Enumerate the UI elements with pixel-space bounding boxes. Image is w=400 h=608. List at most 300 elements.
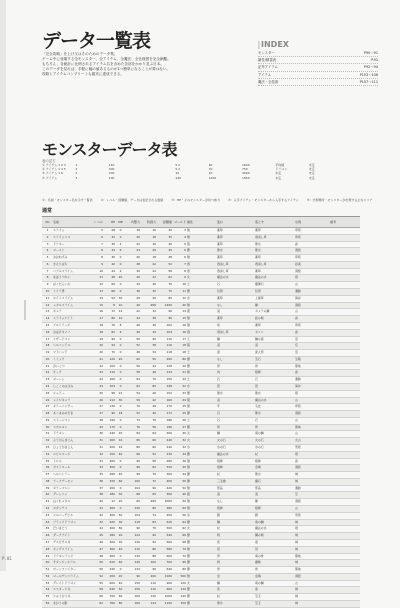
table-cell: 森 — [295, 329, 298, 334]
index-row — [258, 57, 378, 64]
table-cell: 48 — [136, 350, 140, 355]
legend-cell: 3 — [75, 175, 78, 180]
table-cell: 48 — [45, 546, 50, 551]
table-cell: 104 — [166, 329, 172, 334]
table-cell: 24 — [136, 248, 140, 253]
table-cell: 40 — [136, 329, 140, 334]
table-cell: スカルゴン — [53, 424, 68, 429]
table-row — [42, 431, 360, 438]
table-row — [42, 248, 360, 255]
table-cell: 闇 — [187, 519, 190, 524]
table-cell: 無 — [187, 458, 190, 463]
table-cell: 90 — [136, 573, 140, 578]
table-section-label: 通常 — [42, 208, 53, 214]
index-label: 属性/精霊表 — [258, 58, 277, 63]
table-cell: 墓地 — [295, 424, 301, 429]
table-cell: 16 — [152, 241, 156, 246]
table-cell: 闇 — [187, 600, 190, 605]
legend-cell: 未定 — [308, 171, 315, 176]
table-cell — [329, 472, 360, 478]
table-cell: 29 — [45, 417, 50, 422]
table-cell: 10 — [182, 282, 186, 287]
table-cell — [329, 248, 360, 254]
table-cell: 城 — [295, 472, 298, 477]
table-cell: 0 — [119, 261, 122, 266]
table-cell: 0 — [119, 370, 122, 375]
table-cell: 116 — [166, 343, 172, 348]
table-cell: 0 — [119, 465, 122, 470]
table-cell: 遺跡 — [295, 289, 301, 294]
table-cell: 50 — [45, 560, 50, 565]
table-cell: 0 — [119, 567, 122, 572]
table-cell: 竜の鱗 — [255, 431, 264, 436]
table-cell: 12 — [111, 499, 115, 504]
table-cell: 1 — [46, 228, 49, 232]
table-cell: 薬草 — [217, 255, 223, 260]
table-cell: 棍棒 — [217, 506, 223, 511]
table-cell: 石 — [217, 282, 220, 287]
table-cell: 棍棒 — [217, 458, 223, 463]
table-cell: 72 — [152, 478, 156, 483]
table-cell: 16 — [45, 329, 50, 334]
legend-cell: 10 — [208, 171, 213, 176]
table-cell: 城 — [295, 546, 298, 551]
table-cell: 62 — [168, 275, 172, 280]
legend-cell: ③ アイテム 1 6 — [42, 171, 63, 176]
table-cell — [329, 479, 360, 485]
table-row — [42, 601, 360, 608]
table-cell: 34 — [152, 329, 156, 334]
table-cell: 30 — [118, 539, 123, 544]
table-row — [42, 316, 360, 323]
table-row — [42, 323, 360, 330]
table-cell: 30 — [118, 397, 123, 402]
table-cell: 960 — [166, 587, 172, 592]
table-cell: 草原 — [295, 404, 301, 409]
index-page: P92〜94 — [363, 65, 378, 70]
table-cell: 62 — [152, 465, 156, 470]
table-cell: トロル — [53, 458, 62, 463]
table-cell: 50 — [99, 567, 103, 572]
monster-table — [42, 216, 360, 608]
table-cell: ストーンマン — [53, 417, 71, 422]
table-cell: デスピサロ兵 — [53, 539, 71, 544]
table-cell: 10 — [45, 289, 50, 294]
table-cell: 40 — [111, 261, 115, 266]
table-cell: 80 — [182, 356, 186, 361]
table-cell: 冠 — [217, 546, 220, 551]
table-cell: 45 — [99, 533, 103, 538]
table-cell — [329, 391, 360, 397]
table-row — [42, 574, 360, 581]
table-cell: ブラックドラゴン — [53, 519, 77, 524]
table-cell: 50 — [136, 336, 140, 341]
table-cell: 10 — [118, 302, 123, 307]
table-cell: 鱗の盾 — [255, 336, 264, 341]
table-cell: 薬草 — [255, 255, 261, 260]
table-cell: 魔法の水 — [217, 275, 229, 280]
table-cell: 60 — [136, 356, 140, 361]
table-cell: 風 — [187, 492, 190, 497]
table-cell — [329, 574, 360, 580]
table-cell: 杖 — [217, 594, 220, 599]
table-cell: 塔 — [295, 451, 298, 456]
table-cell: 84 — [136, 431, 140, 436]
table-cell: 116 — [150, 587, 156, 592]
table-cell: 20 — [136, 234, 140, 239]
table-cell: 14 — [45, 316, 50, 321]
table-cell: 城 — [295, 587, 298, 592]
table-cell: 魔法の水 — [255, 526, 267, 531]
table-cell: 35 — [45, 458, 50, 463]
table-cell: 84 — [152, 519, 156, 524]
table-cell: 32 — [45, 438, 50, 443]
table-cell: 8 — [101, 248, 103, 253]
table-cell: 9 — [184, 275, 186, 280]
table-cell: 40 — [152, 336, 156, 341]
table-cell: 風 — [187, 397, 190, 402]
table-cell: 盾 — [255, 587, 258, 592]
table-cell: 鱗 — [217, 431, 220, 436]
table-cell: 28 — [111, 228, 115, 232]
table-cell: 無 — [187, 322, 190, 327]
table-cell: 134 — [134, 567, 140, 572]
table-row — [42, 445, 360, 452]
table-cell: 2 — [46, 234, 49, 239]
table-cell: 山 — [295, 417, 298, 422]
table-cell: 0 — [119, 234, 122, 239]
table-cell: 24 — [118, 390, 123, 395]
table-cell: 種 — [255, 499, 258, 504]
table-cell: 羽 — [255, 492, 258, 497]
table-cell: 40 — [182, 431, 186, 436]
table-cell: 竜の鱗 — [255, 580, 264, 585]
table-cell: 700 — [109, 594, 115, 599]
table-cell: 0 — [119, 350, 122, 355]
table-header-cell: 攻撃力 — [130, 220, 140, 224]
table-cell: さそりばち — [53, 261, 68, 266]
table-cell: 20 — [118, 573, 123, 578]
table-cell: 無 — [187, 255, 190, 260]
table-cell: 62 — [136, 383, 140, 388]
table-cell: 10 — [99, 268, 103, 273]
table-cell: 22 — [182, 377, 186, 382]
legend-cell: 140 — [108, 163, 115, 167]
legend-note: ①：名前・モンスター名を示す一覧表 — [42, 198, 93, 202]
table-cell — [329, 384, 360, 390]
table-cell: 14 — [182, 309, 186, 314]
table-cell: 種 — [255, 302, 258, 307]
table-cell: 40 — [152, 390, 156, 395]
table-cell: 19 — [45, 350, 50, 355]
table-row — [42, 513, 360, 520]
table-cell: サタンジェネラル — [53, 560, 76, 565]
table-cell: シャドー — [53, 390, 65, 395]
table-cell: 30 — [45, 424, 50, 429]
table-row — [42, 269, 360, 276]
legend-cell: 未定 — [308, 163, 315, 167]
table-cell: 闇 — [187, 567, 190, 572]
table-cell: 64 — [136, 377, 140, 382]
table-cell: 44 — [111, 268, 115, 273]
table-cell: 城 — [295, 533, 298, 538]
table-header-cell: 盗む — [217, 220, 224, 224]
table-cell: 18 — [182, 350, 186, 355]
table-cell: 氷 — [187, 512, 190, 517]
table-row — [42, 337, 360, 344]
index-box — [258, 40, 378, 86]
table-cell: 320 — [166, 465, 172, 470]
table-cell: 森 — [295, 241, 298, 246]
table-cell: 宝箱 — [295, 356, 301, 361]
table-cell: 16 — [118, 445, 123, 449]
table-cell: 闇 — [187, 533, 190, 538]
table-cell: 草原 — [295, 322, 301, 327]
table-cell: 氷の石 — [217, 445, 226, 449]
table-cell: 166 — [134, 600, 140, 605]
table-cell: 空 — [295, 492, 298, 497]
legend-note: ⑤：出現場所・モンスターが出現する主なエリア — [306, 198, 373, 202]
table-cell: 毛皮 — [255, 404, 261, 409]
section-title: モンスターデータ表 — [42, 140, 177, 159]
table-cell: 20 — [118, 431, 123, 436]
table-cell — [329, 587, 360, 593]
table-cell: 104 — [134, 512, 140, 517]
legend-grid — [42, 163, 342, 180]
table-cell: 24 — [99, 383, 103, 388]
table-cell: あくまのめだま — [53, 411, 74, 416]
table-cell: 20 — [45, 356, 50, 361]
table-cell: 金塊 — [255, 465, 261, 470]
legend-cell: 5 2 — [175, 163, 181, 167]
table-cell: 36 — [99, 478, 103, 483]
table-cell: 8 — [119, 322, 122, 327]
table-cell: 40 — [182, 492, 186, 497]
table-cell — [329, 560, 360, 566]
table-cell: 500 — [180, 573, 186, 578]
table-cell: 0 — [119, 228, 122, 232]
table-row — [42, 391, 360, 398]
table-cell: 骨 — [217, 553, 220, 558]
table-cell: 90 — [152, 485, 156, 490]
table-cell: 34 — [99, 465, 103, 470]
table-cell — [329, 438, 360, 444]
table-cell: 薬草 — [217, 241, 223, 246]
table-cell: 74 — [152, 512, 156, 517]
legend-cell: 未定 — [308, 167, 315, 172]
table-cell: 34 — [182, 451, 186, 456]
table-cell: 80 — [168, 295, 172, 300]
table-cell: 540 — [166, 533, 172, 538]
table-cell: 90 — [136, 526, 140, 531]
table-cell: 82 — [111, 329, 115, 334]
legend-cell: 100 — [108, 175, 115, 180]
table-cell: 52 — [136, 411, 140, 416]
table-cell: 36 — [45, 465, 50, 470]
legend-cell: 2 — [75, 167, 78, 172]
table-cell: 118 — [166, 350, 172, 355]
table-cell: りゅうおう兵 — [53, 594, 71, 599]
table-cell: 26 — [152, 295, 156, 300]
table-cell: 96 — [152, 567, 156, 572]
table-cell: 24 — [182, 397, 186, 402]
table-cell: 53 — [45, 580, 50, 585]
table-cell: ヘルコンドル — [53, 343, 71, 348]
table-cell: 聖水 — [255, 241, 261, 246]
table-cell: 毒 — [187, 268, 190, 273]
table-cell: 480 — [166, 506, 172, 511]
table-cell: 52 — [99, 573, 103, 578]
table-cell: 47 — [45, 539, 50, 544]
table-cell: 火 — [187, 526, 190, 531]
table-cell: だいまどう — [53, 526, 68, 531]
table-row — [42, 533, 360, 540]
table-cell: 45 — [168, 248, 172, 253]
table-cell: 闇 — [187, 411, 190, 416]
table-cell: 1100 — [164, 600, 172, 605]
index-row — [258, 79, 378, 86]
table-cell: 雪原 — [295, 445, 301, 449]
table-cell — [329, 242, 360, 248]
table-cell: 17 — [182, 336, 186, 341]
table-cell: 100 — [109, 363, 115, 368]
table-cell: 闇 — [187, 363, 190, 368]
table-cell: 70 — [182, 546, 186, 551]
table-cell: 墓地 — [295, 553, 301, 558]
table-cell: 100 — [134, 478, 140, 483]
table-row — [42, 459, 360, 466]
table-cell: 260 — [109, 485, 115, 490]
table-cell: 5 — [101, 228, 103, 232]
table-cell: 46 — [136, 322, 140, 327]
table-cell: 44 — [182, 472, 186, 477]
legend-cell: 300 — [108, 167, 115, 172]
table-cell: 無 — [187, 465, 190, 470]
table-cell: 6 — [119, 329, 122, 334]
table-cell: 20 — [152, 248, 156, 253]
table-cell: おばけキノコ — [53, 329, 71, 334]
table-cell: 130 — [134, 553, 140, 558]
table-cell: 160 — [109, 377, 115, 382]
table-cell: 999 — [150, 302, 156, 307]
index-label: 魔法・全技術 — [258, 79, 279, 84]
table-cell: まほうつかい — [53, 275, 71, 280]
table-row — [42, 452, 360, 459]
table-cell: 26 — [99, 397, 103, 402]
table-cell: 草原 — [295, 234, 301, 239]
table-cell: 火 — [187, 275, 190, 280]
table-cell: 260 — [166, 431, 172, 436]
table-cell: 18 — [99, 329, 103, 334]
table-cell: 36 — [152, 322, 156, 327]
table-cell — [329, 431, 360, 437]
table-cell: 22 — [182, 383, 186, 388]
table-cell: 80 — [152, 506, 156, 511]
table-cell: グレムリン — [53, 492, 68, 497]
table-cell: 闇 — [187, 248, 190, 253]
table-cell: 110 — [109, 370, 115, 375]
table-cell: 600 — [166, 553, 172, 558]
table-cell: 6 — [184, 248, 186, 253]
table-cell: 36 — [182, 458, 186, 463]
table-cell — [329, 343, 360, 349]
table-cell: 70 — [152, 526, 156, 531]
table-cell: 172 — [166, 411, 172, 416]
table-cell: 闇 — [187, 390, 190, 395]
table-cell: 50 — [182, 478, 186, 483]
table-cell: 60 — [118, 560, 123, 565]
table-cell: 無 — [187, 506, 190, 511]
table-cell: キラーマシン — [53, 485, 71, 490]
table-cell: 闇 — [187, 560, 190, 565]
table-cell: 羽 — [255, 343, 258, 348]
table-cell: 37 — [99, 485, 103, 490]
table-row — [42, 554, 360, 561]
table-cell: 46 — [45, 533, 50, 538]
legend-cell: 5 2 — [175, 167, 181, 172]
table-cell: 54 — [45, 587, 50, 592]
table-cell: 剣 — [217, 560, 220, 565]
table-cell: 骨 — [255, 424, 258, 429]
table-cell: 55 — [99, 580, 103, 585]
table-cell — [329, 228, 360, 234]
legend-cell: ② アイテム 1 4 5 — [42, 167, 66, 172]
table-cell: 48 — [152, 404, 156, 409]
table-cell: 460 — [109, 553, 115, 558]
table-cell: 36 — [111, 255, 115, 260]
table-cell: 60 — [152, 492, 156, 497]
table-cell: 22 — [45, 370, 50, 375]
table-cell: 23 — [45, 377, 50, 382]
table-cell — [329, 459, 360, 465]
table-cell: スライムナイト — [53, 316, 73, 321]
table-cell: 森 — [295, 458, 298, 463]
table-row — [42, 343, 360, 350]
table-cell: 186 — [166, 417, 172, 422]
table-cell — [329, 513, 360, 519]
legend-cell: 750 — [241, 167, 248, 172]
table-cell — [329, 567, 360, 573]
table-cell: 42 — [99, 512, 103, 517]
table-cell: 60 — [152, 445, 156, 449]
table-cell: 240 — [109, 431, 115, 436]
table-cell: 70 — [111, 350, 115, 355]
table-cell: 24 — [45, 383, 50, 388]
table-cell: 15 — [182, 316, 186, 321]
table-cell: 66 — [111, 289, 115, 294]
table-cell: 塔 — [295, 526, 298, 531]
legend-cell: 未定 — [275, 171, 282, 176]
table-row — [42, 520, 360, 527]
table-cell: 120 — [134, 506, 140, 511]
table-row — [42, 384, 360, 391]
table-cell: キメラの翼 — [255, 309, 270, 314]
table-cell: 銀 — [255, 512, 258, 517]
table-cell: 18 — [136, 228, 140, 232]
table-cell: 190 — [109, 417, 115, 422]
table-cell: 170 — [166, 404, 172, 409]
table-cell: 48 — [168, 255, 172, 260]
table-cell: 68 — [182, 539, 186, 544]
table-cell: 640 — [166, 567, 172, 572]
table-cell: 海岸 — [295, 295, 301, 300]
table-cell: 火 — [187, 580, 190, 585]
table-cell: 23 — [99, 370, 103, 375]
table-cell: 34 — [152, 350, 156, 355]
table-cell: 13 — [99, 289, 103, 294]
table-body — [42, 228, 360, 608]
index-page: P90〜91 — [363, 51, 378, 55]
